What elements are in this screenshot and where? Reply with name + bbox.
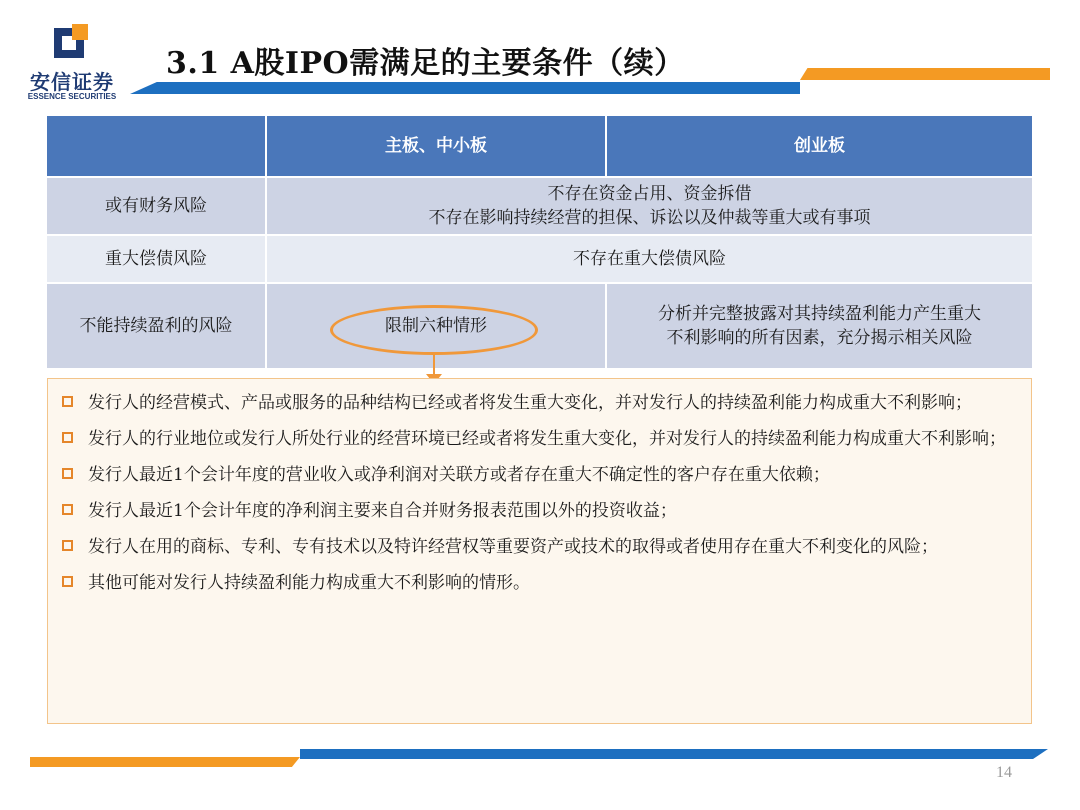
logo-english-name: ESSENCE SECURITIES <box>27 92 117 101</box>
list-item-text: 发行人在用的商标、专利、专有技术以及特许经营权等重要资产或技术的取得或者使用存在重大不利变化的风险； <box>88 537 938 557</box>
list-item-text: 发行人的经营模式、产品或服务的品种结构已经或者将发生重大变化，并对发行人的持续盈利能力构成重大不利影响； <box>88 393 972 413</box>
row-label: 重大偿债风险 <box>47 234 267 282</box>
conditions-table <box>47 116 1032 368</box>
list-item <box>62 529 1013 565</box>
header-cell-gem-board: 创业板 <box>607 116 1032 176</box>
list-item <box>62 385 1013 421</box>
logo-mark-icon <box>52 22 92 62</box>
table-header-row <box>47 116 1032 176</box>
situations-list-box <box>47 378 1032 724</box>
checkbox-square-icon <box>62 432 73 443</box>
list-item <box>62 493 1013 529</box>
merged-cell <box>267 176 1032 234</box>
list-item <box>62 565 1013 601</box>
checkbox-square-icon <box>62 504 73 515</box>
row-label: 或有财务风险 <box>47 176 267 234</box>
footer-bar-orange <box>30 757 300 767</box>
highlight-oval <box>330 305 538 355</box>
row-label: 不能持续盈利的风险 <box>47 282 267 368</box>
company-logo <box>22 22 122 106</box>
cell-line: 分析并完整披露对其持续盈利能力产生重大 <box>658 304 981 324</box>
checkbox-square-icon <box>62 396 73 407</box>
list-item-text: 发行人最近1个会计年度的净利润主要来自合并财务报表范围以外的投资收益； <box>88 501 677 521</box>
checkbox-square-icon <box>62 576 73 587</box>
table-row <box>47 176 1032 234</box>
page-number: 14 <box>996 764 1012 781</box>
checkbox-square-icon <box>62 540 73 551</box>
cell-line: 不存在影响持续经营的担保、诉讼以及仲裁等重大或有事项 <box>428 208 871 228</box>
table-row <box>47 234 1032 282</box>
title-underline-orange <box>800 68 1050 80</box>
list-item <box>62 457 1013 493</box>
footer-bar-blue <box>300 749 1048 759</box>
table-row <box>47 282 1032 368</box>
title-underline-blue <box>130 82 800 94</box>
cell-line: 不利影响的所有因素，充分揭示相关风险 <box>666 328 973 348</box>
header-cell-empty <box>47 116 267 176</box>
slide-title: 3.1 A股IPO需满足的主要条件（续） <box>166 46 685 81</box>
list-item-text: 发行人的行业地位或发行人所处行业的经营环境已经或者将发生重大变化，并对发行人的持续盈利能力构成重大不利影响； <box>88 429 1006 449</box>
checkbox-square-icon <box>62 468 73 479</box>
header-cell-main-board: 主板、中小板 <box>267 116 607 176</box>
list-item <box>62 421 1013 457</box>
list-item-text: 其他可能对发行人持续盈利能力构成重大不利影响的情形。 <box>88 573 530 593</box>
list-item-text: 发行人最近1个会计年度的营业收入或净利润对关联方或者存在重大不确定性的客户存在重大依赖； <box>88 465 830 485</box>
cell-line: 不存在资金占用、资金拆借 <box>547 184 752 204</box>
callout-arrow-line <box>433 354 435 376</box>
main-board-cell: 限制六种情形 <box>267 282 607 368</box>
merged-cell: 不存在重大偿债风险 <box>267 234 1032 282</box>
gem-board-cell <box>607 282 1032 368</box>
logo-chinese-name: 安信证券 <box>30 70 114 94</box>
